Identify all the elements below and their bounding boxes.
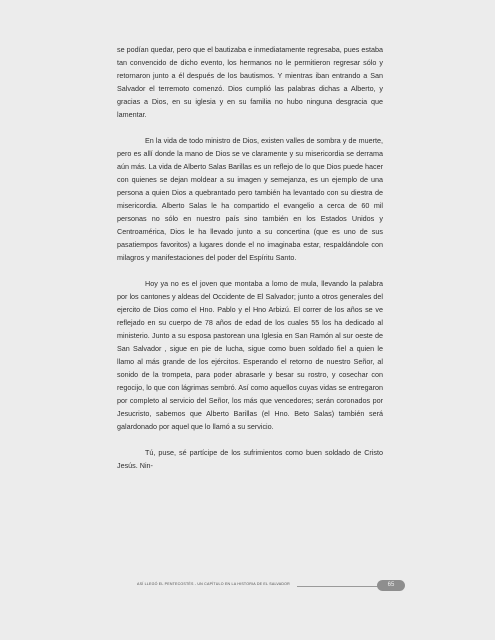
page-number-badge: 65 — [377, 580, 405, 591]
body-text — [117, 43, 383, 485]
paragraph-2: En la vida de todo ministro de Dios, existen valles de sombra y de muerte, pero es allí donde la mano de Dios se ve claramente y su misericordia se derrama aún más. La vida de Alberto Salas Barillas es un reflejo de lo que Dios puede hacer con quienes se dejan moldear a su imagen y semejanza, es un ejemplo de una persona a quien Dios a quebrantado pero también ha levantado con su diestra de misericordia. Alberto Salas le ha compartido el evangelio a cerca de 60 mil personas no sólo en nuestro país sino también en los Estados Unidos y Centroamérica, Dios le ha llevado junto a su concertina (que es uno de sus pasatiempos favoritos) a lugares donde el no imaginaba estar, respaldándole con milagros y manifestaciones del poder del Espíritu Santo. — [117, 136, 383, 262]
running-title: ASÍ LLEGÓ EL PENTECOSTÉS - UN CAPÍTULO EN LA HISTORIA DE EL SALVADOR — [137, 582, 290, 586]
paragraph-3: Hoy ya no es el joven que montaba a lomo de mula, llevando la palabra por los cantones y aldeas del Occidente de El Salvador; junto a otros generales del ejercito de Dios como el Hno. Pablo y el Hno Arbizú. El correr de los años se ve reflejado en su cuerpo de 78 años de edad de los cuales 55 los ha dedicado al ministerio. Junto a su esposa pastorean una Iglesia en San Ramón al sur oeste de San Salvador , sigue en pie de lucha, sigue como buen soldado fiel a quien le llamo al más grande de los ejércitos. Esperando el retorno de nuestro Señor, al sonido de la trompeta, para poder abrasarle y besar su rostro, y cosechar con regocijo, lo que con lágrimas sembró. Así como aquellos cuyas vidas se entregaron por completo al servicio del Señor, los más que vencedores; serán coronados por Jesucristo, sabemos que Alberto Barillas (el Hno. Beto Salas) también será galardonado por aquel que lo llamó a su servicio. — [117, 279, 383, 431]
paragraph-1: se podían quedar, pero que el bautizaba e inmediatamente regresaba, pues estaba tan convencido de dicho evento, los hermanos no le permitieron regresar sólo y retornaron junto a él después de los bautismos. Y mientras iban entrando a San Salvador el terremoto comenzó. Dios cumplió las palabras dichas a Alberto, y gracias a Dios, en su iglesia y en su familia no hubo ninguna desgracia que lamentar. — [117, 45, 383, 119]
paragraph-4: Tú, puse, sé partícipe de los sufrimientos como buen soldado de Cristo Jesús. Nin- — [117, 448, 383, 470]
page-footer — [117, 580, 407, 592]
